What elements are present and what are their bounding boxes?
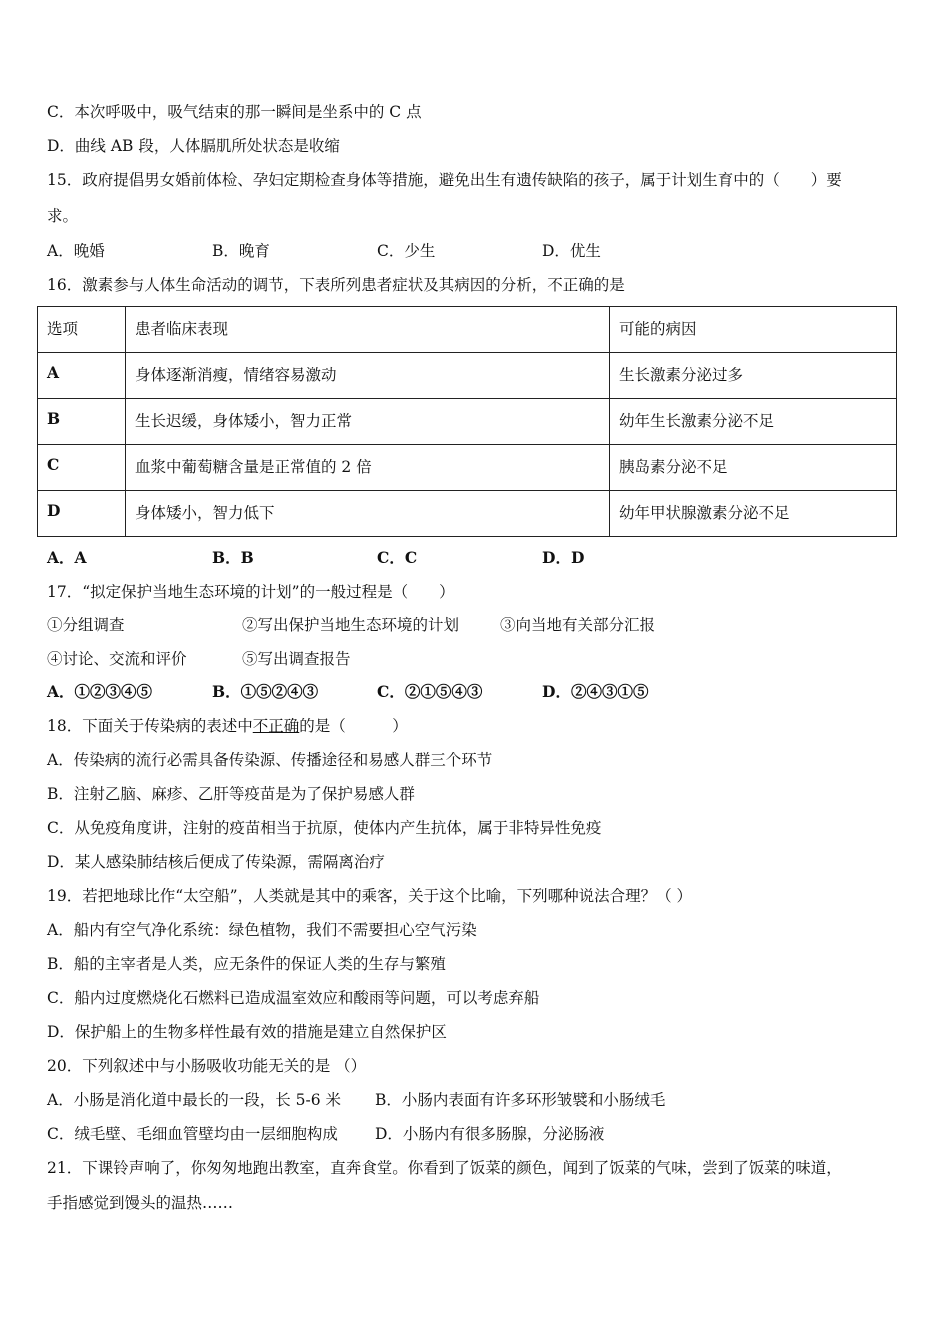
q18-stem-underlined: 不正确 [252,717,300,735]
q15-stem: 15．政府提倡男女婚前体检、孕妇定期检查身体等措施，避免出生有遗传缺陷的孩子，属于计划生育中的（ ）要 [47,171,842,189]
q17-option-c: C．②①⑤④③ [377,682,483,701]
table-cell-option: B [38,399,126,445]
q16-option-b: B．B [212,548,254,567]
table-cell-symptom: 生长迟缓，身体矮小，智力正常 [126,399,610,445]
q15-option-d: D．优生 [542,242,601,260]
q17-stem: 17．“拟定保护当地生态环境的计划”的一般过程是（ ） [47,583,455,601]
q18-option-a: A．传染病的流行必需具备传染源、传播途径和易感人群三个环节 [47,751,493,769]
q16-option-a: A．A [47,548,87,567]
q15-option-c: C．少生 [377,242,436,260]
table-cell-option: A [38,353,126,399]
table-cell-symptom: 身体逐渐消瘦，情绪容易激动 [126,353,610,399]
q18-stem-post: 的是（ ） [299,717,408,735]
q18-option-b: B．注射乙脑、麻疹、乙肝等疫苗是为了保护易感人群 [47,785,415,803]
table-cell-option: C [38,445,126,491]
q18-option-c: C．从免疫角度讲，注射的疫苗相当于抗原，使体内产生抗体，属于非特异性免疫 [47,819,602,837]
table-cell-cause: 胰岛素分泌不足 [610,445,897,491]
table-cell-cause: 生长激素分泌过多 [610,353,897,399]
q15-stem-cont: 求。 [47,207,79,225]
q16-option-d: D．D [542,548,585,567]
q16-option-c: C．C [377,548,418,567]
table-header-cell: 可能的病因 [610,307,897,353]
q17-item-1: ①分组调查 [47,616,125,634]
q17-option-a: A．①②③④⑤ [47,682,153,701]
q20-option-a: A．小肠是消化道中最长的一段，长 5-6 米 [47,1091,342,1109]
q18-stem [47,716,408,736]
q14-option-d: D．曲线 AB 段，人体膈肌所处状态是收缩 [47,137,340,155]
table-cell-symptom: 身体矮小，智力低下 [126,491,610,537]
table-header-row [38,307,897,353]
q18-option-d: D．某人感染肺结核后便成了传染源，需隔离治疗 [47,853,385,871]
hormone-table [37,306,897,537]
table-cell-symptom: 血浆中葡萄糖含量是正常值的 2 倍 [126,445,610,491]
q17-option-d: D．②④③①⑤ [542,682,649,701]
table-cell-option: D [38,491,126,537]
q19-stem: 19．若把地球比作“太空船”，人类就是其中的乘客，关于这个比喻，下列哪种说法合理？（ ） [47,887,693,905]
table-row [38,445,897,491]
q20-stem: 20．下列叙述中与小肠吸收功能无关的是 （） [47,1057,367,1075]
q21-stem-cont: 手指感觉到馒头的温热…… [47,1194,234,1212]
q19-option-c: C．船内过度燃烧化石燃料已造成温室效应和酸雨等问题，可以考虑弃船 [47,989,540,1007]
q19-option-d: D．保护船上的生物多样性最有效的措施是建立自然保护区 [47,1023,447,1041]
q20-option-c: C．绒毛壁、毛细血管壁均由一层细胞构成 [47,1125,338,1143]
q17-item-2: ②写出保护当地生态环境的计划 [242,616,460,634]
table-cell-cause: 幼年生长激素分泌不足 [610,399,897,445]
q15-option-a: A．晚婚 [47,242,105,260]
q17-item-5: ⑤写出调查报告 [242,650,351,668]
q18-stem-pre: 18．下面关于传染病的表述中 [47,717,253,735]
q17-item-3: ③向当地有关部分汇报 [500,616,656,634]
table-row [38,353,897,399]
q21-stem: 21．下课铃声响了，你匆匆地跑出教室，直奔食堂。你看到了饭菜的颜色，闻到了饭菜的气味，尝到了饭菜的味道， [47,1159,842,1177]
table-row [38,491,897,537]
q19-option-b: B．船的主宰者是人类，应无条件的保证人类的生存与繁殖 [47,955,446,973]
table-header-cell: 选项 [38,307,126,353]
q20-option-b: B．小肠内表面有许多环形皱襞和小肠绒毛 [375,1091,666,1109]
q16-stem: 16．激素参与人体生命活动的调节，下表所列患者症状及其病因的分析，不正确的是 [47,276,625,294]
q14-option-c: C．本次呼吸中，吸气结束的那一瞬间是坐系中的 C 点 [47,103,422,121]
q20-option-d: D．小肠内有很多肠腺，分泌肠液 [375,1125,605,1143]
table-header-cell: 患者临床表现 [126,307,610,353]
table-cell-cause: 幼年甲状腺激素分泌不足 [610,491,897,537]
q17-option-b: B．①⑤②④③ [212,682,319,701]
q15-option-b: B．晚育 [212,242,270,260]
table-row [38,399,897,445]
q17-item-4: ④讨论、交流和评价 [47,650,187,668]
q19-option-a: A．船内有空气净化系统：绿色植物，我们不需要担心空气污染 [47,921,477,939]
